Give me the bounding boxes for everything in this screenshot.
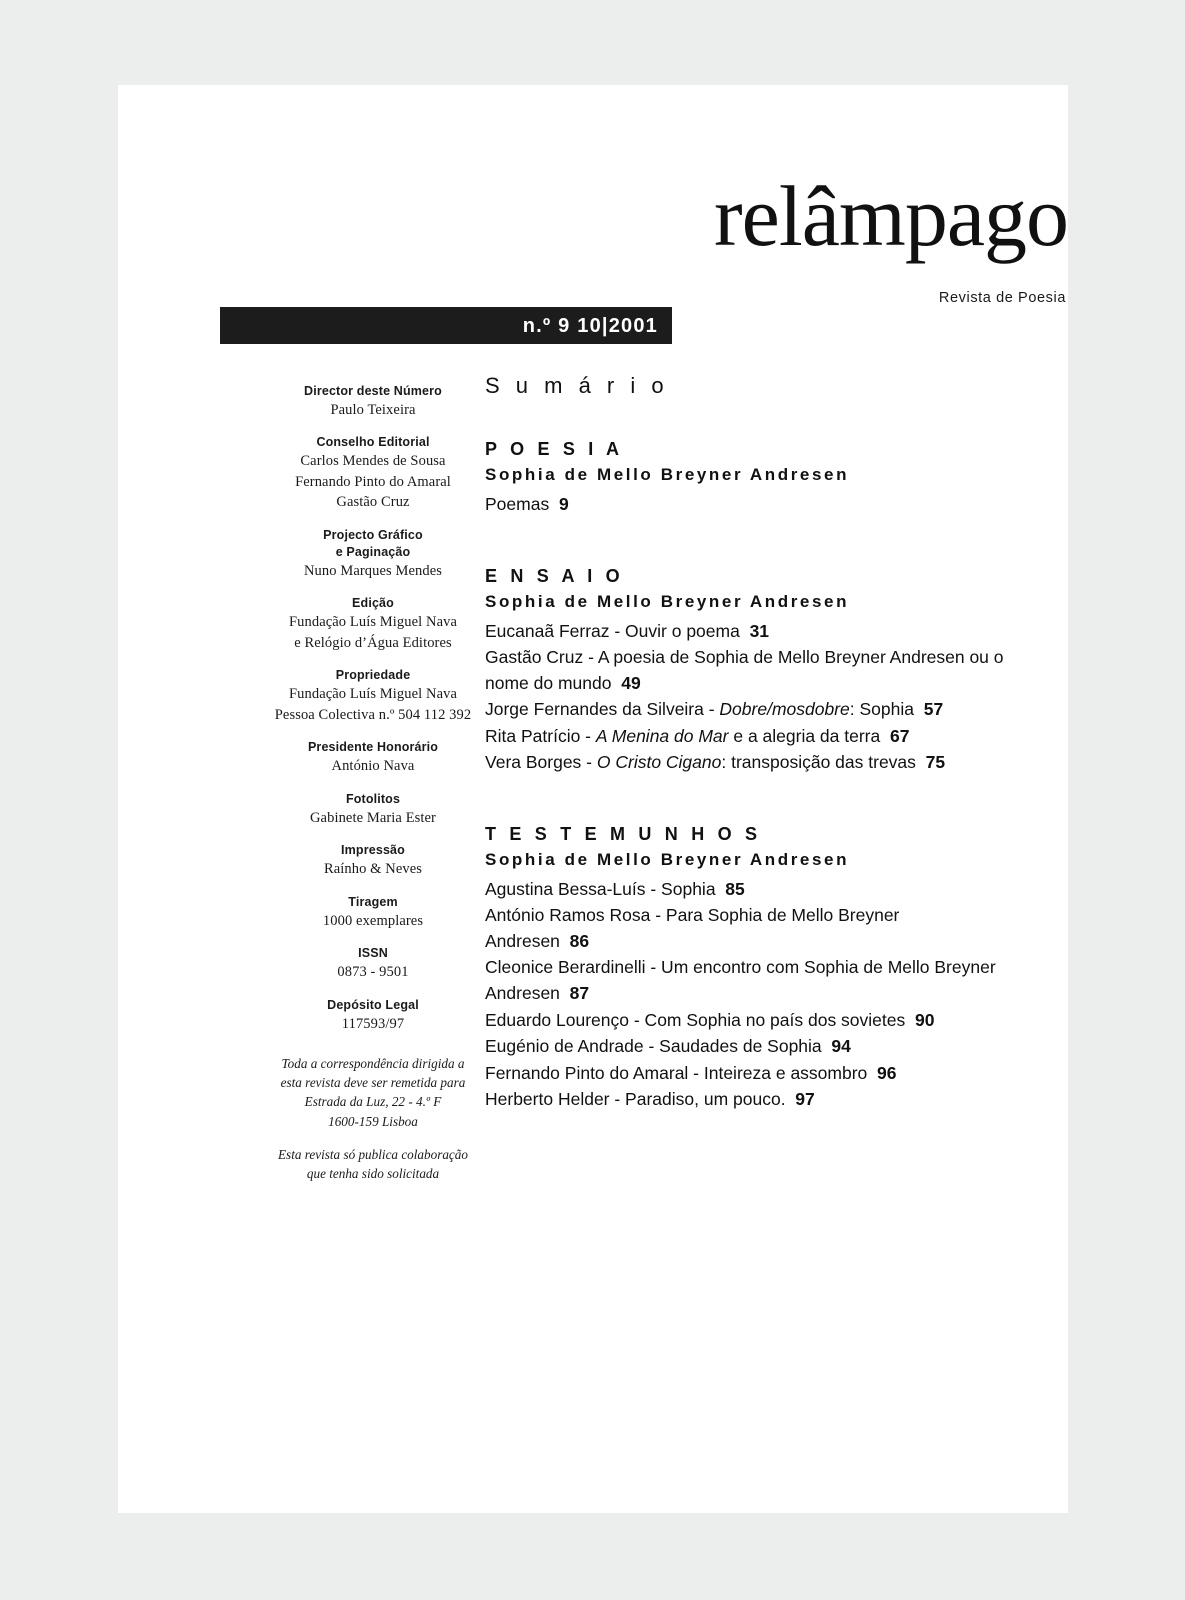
toc-entry-title: António Ramos Rosa - Para Sophia de Mello Breyner Andresen [485,905,900,951]
toc-entry[interactable] [485,1008,1005,1034]
toc-entry-title: Herberto Helder - Paradiso, um pouco. [485,1089,786,1110]
colophon-note2: Esta revista só publica colaboração que tenha sido solicitada [278,1146,468,1181]
colophon-label: Fotolitos [345,791,401,806]
toc-entry-title-tail: e a alegria da terra [728,725,881,746]
colophon-label: Conselho Editorial [316,435,430,450]
issue-bar [220,307,672,344]
toc-entry-page: 90 [915,1009,935,1030]
colophon-value: Raínho & Neves [323,861,423,878]
toc-entry-title: Eduardo Lourenço - Com Sophia no país dos sovietes [485,1009,906,1030]
toc-entry-page: 9 [558,494,569,514]
toc-entry-title-tail: : transposição das trevas [721,752,916,773]
colophon-label: Director deste Número [304,384,442,398]
toc-entry-page: 49 [621,672,641,693]
toc-entry-title: Agustina Bessa-Luís - Sophia [485,878,716,899]
toc-entry-title: Gastão Cruz - A poesia de Sophia de Mello Breyner Andresen ou o nome do mundo [485,647,1004,693]
toc-entry-title: Jorge Fernandes da Silveira - [485,699,720,720]
colophon-value: Carlos Mendes de Sousa Fernando Pinto do Amaral Gastão Cruz [295,453,451,511]
summary-section [485,439,1005,518]
issue-number: n.º 9 10|2001 [522,315,658,337]
colophon-label: ISSN [358,946,388,961]
section-heading: P O E S I A [485,439,624,459]
colophon-label: Propriedade [335,668,411,683]
colophon-label: Depósito Legal [327,997,419,1012]
section-author: Sophia de Mello Breyner Andresen [485,591,850,611]
toc-entry[interactable] [485,724,1005,750]
colophon-value: Fundação Luís Miguel Nava Pessoa Colectiva n.º 504 112 392 [274,686,472,723]
summary-sections [485,439,1005,1113]
toc-entry[interactable] [485,697,1005,723]
toc-entry[interactable] [485,955,1005,1006]
colophon-label: Edição [352,596,394,611]
toc-entry-title: Fernando Pinto do Amaral - Inteireza e assombro [485,1062,868,1083]
toc-entry-work-title: O Cristo Cigano [596,752,722,773]
magazine-subtitle: Revista de Poesia [938,290,1066,306]
section-gap [485,802,1005,824]
summary-title: S u m á r i o [485,373,669,398]
toc-entry-page: 97 [795,1089,815,1110]
toc-entry-page: 75 [925,752,946,773]
magazine-cover-page [118,85,1068,1513]
toc-entry[interactable] [485,877,1005,903]
toc-entry[interactable] [485,750,1005,776]
colophon-value: Paulo Teixeira [330,401,416,418]
magazine-logo: relâmpago [714,168,1068,264]
colophon-label: Impressão [341,843,405,858]
toc-entry[interactable] [485,1087,1005,1113]
toc-entry-title: Poemas [485,494,550,514]
toc-entry-page: 87 [569,983,590,1004]
colophon-label: Presidente Honorário [307,740,439,755]
section-heading: T E S T E M U N H O S [485,823,762,844]
toc-entry-title: Rita Patrício - [485,725,596,746]
toc-entry-title-tail: : Sophia [849,699,914,720]
toc-entry-page: 96 [877,1062,897,1083]
toc-entry-page: 67 [889,725,910,746]
summary-column [485,373,1005,1139]
section-gap [485,544,1005,566]
toc-entry-page: 86 [569,930,590,951]
colophon-value: 1000 exemplares [322,912,424,929]
colophon-label: Tiragem [348,894,398,909]
toc-entry-page: 31 [749,620,770,641]
colophon-value: António Nava [331,758,415,775]
colophon-value: 117593/97 [341,1015,405,1032]
section-author: Sophia de Mello Breyner Andresen [485,465,850,484]
toc-entry[interactable] [485,903,1005,954]
toc-entry-page: 57 [923,699,944,720]
colophon-value: Gabinete Maria Ester [309,809,436,826]
toc-entry-title: Cleonice Berardinelli - Um encontro com Sophia de Mello Breyner Andresen [485,957,996,1004]
toc-entry[interactable] [485,1061,1005,1087]
colophon-value: 0873 - 9501 [337,964,409,981]
toc-entry[interactable] [485,492,1005,518]
toc-entry-work-title: Dobre/mosdobre [719,699,850,720]
toc-entry-title: Eugénio de Andrade - Saudades de Sophia [485,1036,822,1057]
toc-entry-title: Eucanaã Ferraz - Ouvir o poema [485,620,740,641]
toc-entry-page: 94 [831,1036,851,1057]
toc-entry-title: Vera Borges - [485,752,597,773]
colophon-value: Fundação Luís Miguel Nava e Relógio d’Água Editores [288,614,457,651]
summary-section [485,566,1005,776]
colophon-value: Nuno Marques Mendes [303,562,442,579]
toc-entry[interactable] [485,645,1005,696]
toc-entry[interactable] [485,619,1005,645]
summary-section [485,824,1005,1113]
section-heading: E N S A I O [485,565,624,586]
toc-entry-page: 85 [725,878,745,899]
section-author: Sophia de Mello Breyner Andresen [485,849,850,869]
colophon-label: Projecto Gráfico e Paginação [323,528,423,559]
colophon-note1: Toda a correspondência dirigida a esta revista deve ser remetida para Estrada da Luz, 22 - 4.º F 1600-159 Lisboa [280,1056,466,1129]
toc-entry-work-title: A Menina do Mar [595,725,729,746]
toc-entry[interactable] [485,1034,1005,1060]
